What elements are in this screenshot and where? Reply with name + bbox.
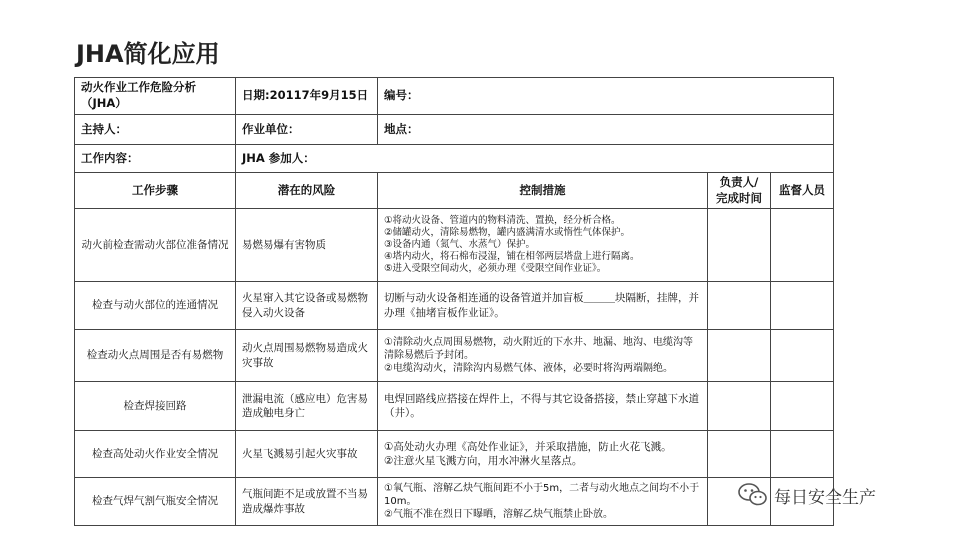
risk-cell: 火星窜入其它设备或易燃物侵入动火设备 — [236, 282, 378, 330]
column-header-row — [75, 173, 834, 209]
header-row-1 — [75, 78, 834, 115]
measures-cell: 切断与动火设备相连通的设备管道并加盲板＿＿＿块隔断，挂牌，并办理《抽堵盲板作业证》。 — [378, 282, 708, 330]
page-title: JHA简化应用 — [76, 40, 220, 68]
header-row-2 — [75, 115, 834, 145]
unit-cell: 作业单位： — [236, 115, 378, 145]
header-row-3 — [75, 145, 834, 173]
location-cell: 地点： — [378, 115, 834, 145]
risk-cell: 气瓶间距不足或放置不当易造成爆炸事故 — [236, 478, 378, 526]
step-cell: 检查气焊气割气瓶安全情况 — [75, 478, 236, 526]
measures-cell: ①将动火设备、管道内的物料清洗、置换，经分析合格。 ②储罐动火，清除易燃物，罐内盛满清水或惰性气体保护。 ③设备内通（氮气、水蒸气）保护。 ④塔内动火，将石棉布浸湿，铺在相邻两层塔盘上进行隔离。 ⑤进入受限空间动火，必须办理《受限空间作业证》。 — [378, 209, 708, 282]
responsible-cell — [708, 209, 771, 282]
measures-cell: ①氧气瓶、溶解乙炔气瓶间距不小于5m，二者与动火地点之间均不小于10m。 ②气瓶不准在烈日下曝晒，溶解乙炔气瓶禁止卧放。 — [378, 478, 708, 526]
date-cell: 日期:20117年9月15日 — [236, 78, 378, 115]
risk-cell: 火星飞溅易引起火灾事故 — [236, 431, 378, 478]
table-row — [75, 478, 834, 526]
responsible-cell — [708, 330, 771, 382]
watermark-text: 每日安全生产 — [774, 487, 876, 508]
risk-cell: 动火点周围易燃物易造成火灾事故 — [236, 330, 378, 382]
host-cell: 主持人： — [75, 115, 236, 145]
step-cell: 动火前检查需动火部位准备情况 — [75, 209, 236, 282]
step-cell: 检查高处动火作业安全情况 — [75, 431, 236, 478]
supervisor-cell — [771, 382, 834, 431]
responsible-cell — [708, 382, 771, 431]
col-step-header: 工作步骤 — [75, 173, 236, 209]
analysis-title-cell: 动火作业工作危险分析（JHA） — [75, 78, 236, 115]
measures-cell: ①高处动火办理《高处作业证》，并采取措施，防止火花飞溅。 ②注意火星飞溅方向，用水冲淋火星落点。 — [378, 431, 708, 478]
step-cell: 检查动火点周围是否有易燃物 — [75, 330, 236, 382]
number-cell: 编号： — [378, 78, 834, 115]
step-cell: 检查与动火部位的连通情况 — [75, 282, 236, 330]
content-cell: 工作内容： — [75, 145, 236, 173]
supervisor-cell — [771, 431, 834, 478]
table-row — [75, 431, 834, 478]
jha-table — [74, 77, 834, 526]
col-measures-header: 控制措施 — [378, 173, 708, 209]
watermark — [738, 482, 876, 508]
risk-cell: 泄漏电流（感应电）危害易造成触电身亡 — [236, 382, 378, 431]
measures-cell: ①清除动火点周围易燃物，动火附近的下水井、地漏、地沟、电缆沟等清除易燃后予封闭。 ②电缆沟动火，清除沟内易燃气体、液体，必要时将沟两端隔绝。 — [378, 330, 708, 382]
risk-cell: 易燃易爆有害物质 — [236, 209, 378, 282]
supervisor-cell — [771, 282, 834, 330]
measures-cell: 电焊回路线应搭接在焊件上，不得与其它设备搭接，禁止穿越下水道（井）。 — [378, 382, 708, 431]
table-row — [75, 209, 834, 282]
supervisor-cell — [771, 330, 834, 382]
table-row — [75, 382, 834, 431]
responsible-cell — [708, 282, 771, 330]
col-risk-header: 潜在的风险 — [236, 173, 378, 209]
supervisor-cell — [771, 209, 834, 282]
participants-cell: JHA 参加人： — [236, 145, 834, 173]
col-supervisor-header: 监督人员 — [771, 173, 834, 209]
wechat-icon — [738, 482, 768, 508]
step-cell: 检查焊接回路 — [75, 382, 236, 431]
table-row — [75, 330, 834, 382]
responsible-cell — [708, 431, 771, 478]
table-row — [75, 282, 834, 330]
col-responsible-header: 负责人/完成时间 — [708, 173, 771, 209]
